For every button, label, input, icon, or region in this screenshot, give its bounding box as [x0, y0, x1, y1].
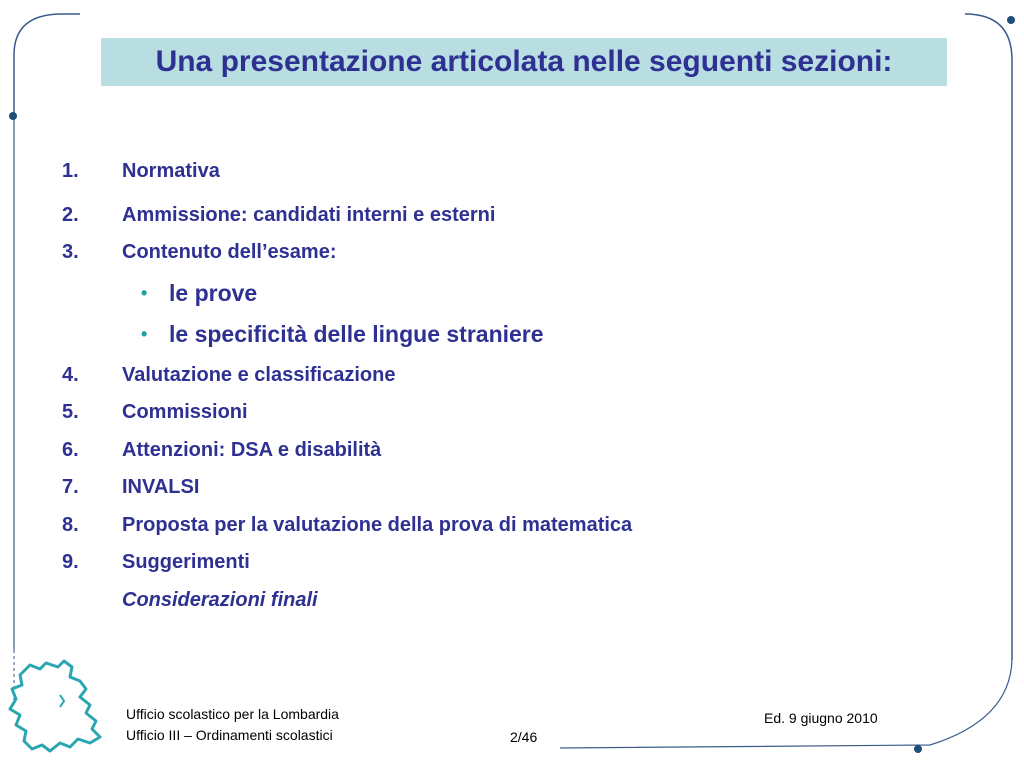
edition-date: Ed. 9 giugno 2010 — [764, 710, 878, 726]
list-item — [62, 474, 199, 500]
sub-list-item — [141, 320, 544, 348]
item-label: Suggerimenti — [122, 550, 250, 573]
item-number: 3. — [62, 240, 79, 263]
item-number: 6. — [62, 438, 79, 461]
item-number: 4. — [62, 363, 79, 386]
footer-office-1: Ufficio scolastico per la Lombardia — [126, 706, 339, 722]
sub-item-label: le specificità delle lingue straniere — [169, 320, 544, 347]
item-number: 8. — [62, 513, 79, 536]
bullet-icon: • — [141, 282, 148, 303]
list-item — [62, 399, 248, 425]
item-label: Attenzioni: DSA e disabilità — [122, 438, 382, 461]
list-item — [62, 512, 632, 538]
item-number: 1. — [62, 159, 79, 182]
sub-list-item — [141, 279, 257, 307]
list-item — [62, 239, 336, 265]
final-considerations: Considerazioni finali — [122, 588, 318, 611]
list-item — [62, 437, 381, 463]
item-label: Valutazione e classificazione — [122, 363, 396, 386]
item-label: Contenuto dell’esame: — [122, 240, 337, 263]
page-number: 2/46 — [510, 729, 538, 745]
item-label: Proposta per la valutazione della prova di matematica — [122, 513, 633, 536]
title-box — [101, 38, 947, 86]
item-label: Commissioni — [122, 400, 248, 423]
item-number: 2. — [62, 203, 79, 226]
item-number: 5. — [62, 400, 79, 423]
list-item — [62, 202, 495, 228]
item-number: 7. — [62, 475, 79, 498]
list-item — [62, 362, 395, 388]
lombardy-map-icon — [0, 655, 120, 765]
bullet-icon: • — [141, 323, 148, 344]
item-number: 9. — [62, 550, 79, 573]
item-label: INVALSI — [122, 475, 200, 498]
list-item — [62, 549, 250, 575]
sub-item-label: le prove — [169, 279, 258, 306]
list-item — [62, 158, 220, 184]
footer-office-2: Ufficio III – Ordinamenti scolastici — [126, 727, 333, 743]
item-label: Normativa — [122, 159, 220, 182]
slide-title: Una presentazione articolata nelle seguenti sezioni: — [155, 45, 893, 78]
item-label: Ammissione: candidati interni e esterni — [122, 203, 496, 226]
